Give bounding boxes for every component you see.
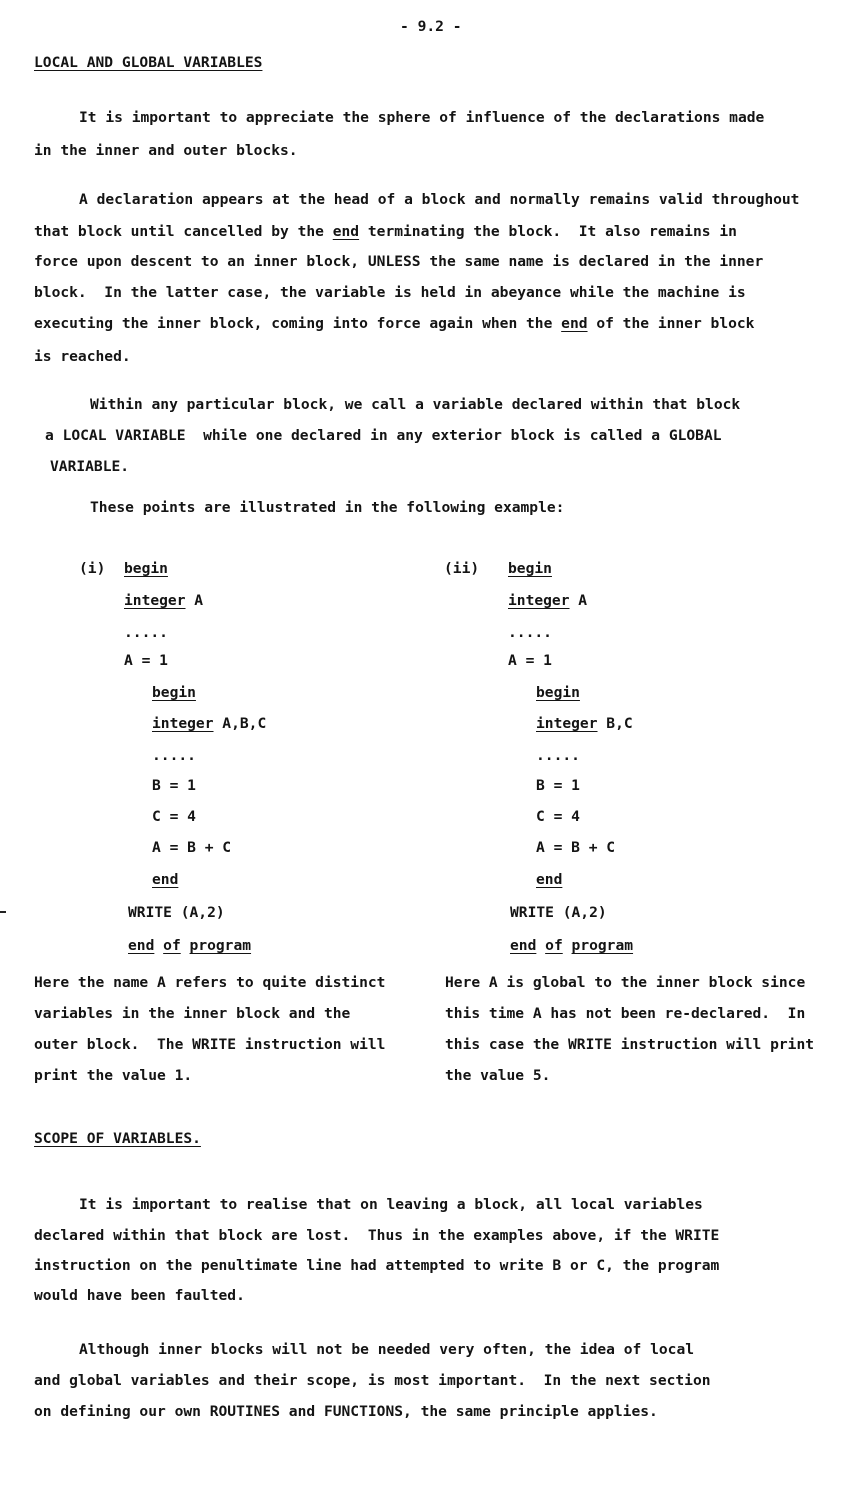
code-inner-end: end (536, 871, 563, 888)
keyword-end: end (510, 937, 537, 954)
code-assignment: C = 4 (536, 808, 580, 825)
keyword-integer: integer (536, 715, 598, 732)
paragraph-line: a LOCAL VARIABLE while one declared in any exterior block is called a GLOBAL (45, 427, 722, 444)
explanation-line: this time A has not been re-declared. In (445, 1005, 806, 1022)
keyword-program: program (571, 937, 634, 954)
paragraph-line: is reached. (34, 348, 131, 365)
paragraph-line: block. In the latter case, the variable is held in abeyance while the machine is (34, 284, 746, 301)
code-end-of-program (128, 936, 251, 956)
paragraph-line (34, 222, 737, 242)
keyword-integer: integer (152, 715, 214, 732)
paragraph-line: It is important to realise that on leaving a block, all local variables (79, 1196, 703, 1213)
section-heading-scope: SCOPE OF VARIABLES. (34, 1130, 201, 1147)
code-inner-integer-declaration (536, 714, 633, 734)
keyword-program: program (189, 937, 252, 954)
page-number: - 9.2 - (400, 18, 462, 35)
paragraph-line: A declaration appears at the head of a block and normally remains valid throughout (79, 191, 800, 208)
paragraph-line: in the inner and outer blocks. (34, 142, 298, 159)
code-assignment: B = 1 (152, 777, 196, 794)
margin-mark (0, 911, 6, 913)
code-ellipsis: ..... (536, 747, 580, 764)
paragraph-line: force upon descent to an inner block, UNLESS the same name is declared in the inner (34, 253, 764, 270)
code-assignment: C = 4 (152, 808, 196, 825)
text-run: that block until cancelled by the (34, 223, 333, 240)
code-vars: B,C (597, 715, 633, 732)
keyword-integer: integer (124, 592, 186, 609)
paragraph-example-intro: These points are illustrated in the following example: (90, 499, 565, 516)
code-inner-end: end (152, 871, 179, 888)
explanation-line: Here A is global to the inner block since (445, 974, 806, 991)
code-assignment: A = B + C (536, 839, 616, 856)
text-run: executing the inner block, coming into force again when the (34, 315, 562, 332)
code-vars: A (569, 592, 588, 609)
code-begin: begin (124, 560, 168, 577)
paragraph-line: declared within that block are lost. Thus in the examples above, if the WRITE (34, 1227, 720, 1244)
code-inner-integer-declaration (152, 714, 266, 734)
paragraph-line: instruction on the penultimate line had attempted to write B or C, the program (34, 1257, 720, 1274)
paragraph-line: VARIABLE. (50, 458, 130, 475)
explanation-line: outer block. The WRITE instruction will (34, 1036, 386, 1053)
keyword-of: of (545, 937, 563, 954)
explanation-line: Here the name A refers to quite distinct (34, 974, 386, 991)
explanation-line: print the value 1. (34, 1067, 193, 1084)
code-write: WRITE (A,2) (128, 904, 225, 921)
code-integer-declaration (124, 591, 203, 611)
code-assignment: A = 1 (124, 652, 168, 669)
code-assignment: A = B + C (152, 839, 232, 856)
paragraph-line: would have been faulted. (34, 1287, 245, 1304)
code-end-of-program (510, 936, 633, 956)
paragraph-line: and global variables and their scope, is most important. In the next section (34, 1372, 711, 1389)
code-ellipsis: ..... (508, 624, 552, 641)
paragraph-line (34, 314, 754, 334)
code-ellipsis: ..... (124, 624, 168, 641)
keyword-end: end (332, 223, 360, 240)
keyword-of: of (163, 937, 181, 954)
keyword-end: end (561, 315, 588, 332)
explanation-line: variables in the inner block and the (34, 1005, 351, 1022)
code-write: WRITE (A,2) (510, 904, 607, 921)
text-run: of the inner block (587, 315, 755, 332)
keyword-end: end (128, 937, 155, 954)
code-ellipsis: ..... (152, 747, 196, 764)
paragraph-line: on defining our own ROUTINES and FUNCTIONS, the same principle applies. (34, 1403, 658, 1420)
code-assignment: B = 1 (536, 777, 580, 794)
keyword-integer: integer (508, 592, 570, 609)
code-vars: A,B,C (213, 715, 267, 732)
example-label: (ii) (444, 560, 480, 577)
code-integer-declaration (508, 591, 587, 611)
code-begin: begin (508, 560, 552, 577)
example-label: (i) (79, 560, 106, 577)
explanation-line: the value 5. (445, 1067, 551, 1084)
code-inner-begin: begin (152, 684, 196, 701)
paragraph-line: Within any particular block, we call a variable declared within that block (90, 396, 741, 413)
code-assignment: A = 1 (508, 652, 552, 669)
code-inner-begin: begin (536, 684, 580, 701)
explanation-line: this case the WRITE instruction will print (445, 1036, 815, 1053)
code-vars: A (185, 592, 204, 609)
section-heading-local-global: LOCAL AND GLOBAL VARIABLES (34, 54, 263, 71)
paragraph-line: It is important to appreciate the sphere of influence of the declarations made (79, 109, 765, 126)
paragraph-line: Although inner blocks will not be needed very often, the idea of local (79, 1341, 695, 1358)
text-run: terminating the block. It also remains in (359, 223, 737, 240)
